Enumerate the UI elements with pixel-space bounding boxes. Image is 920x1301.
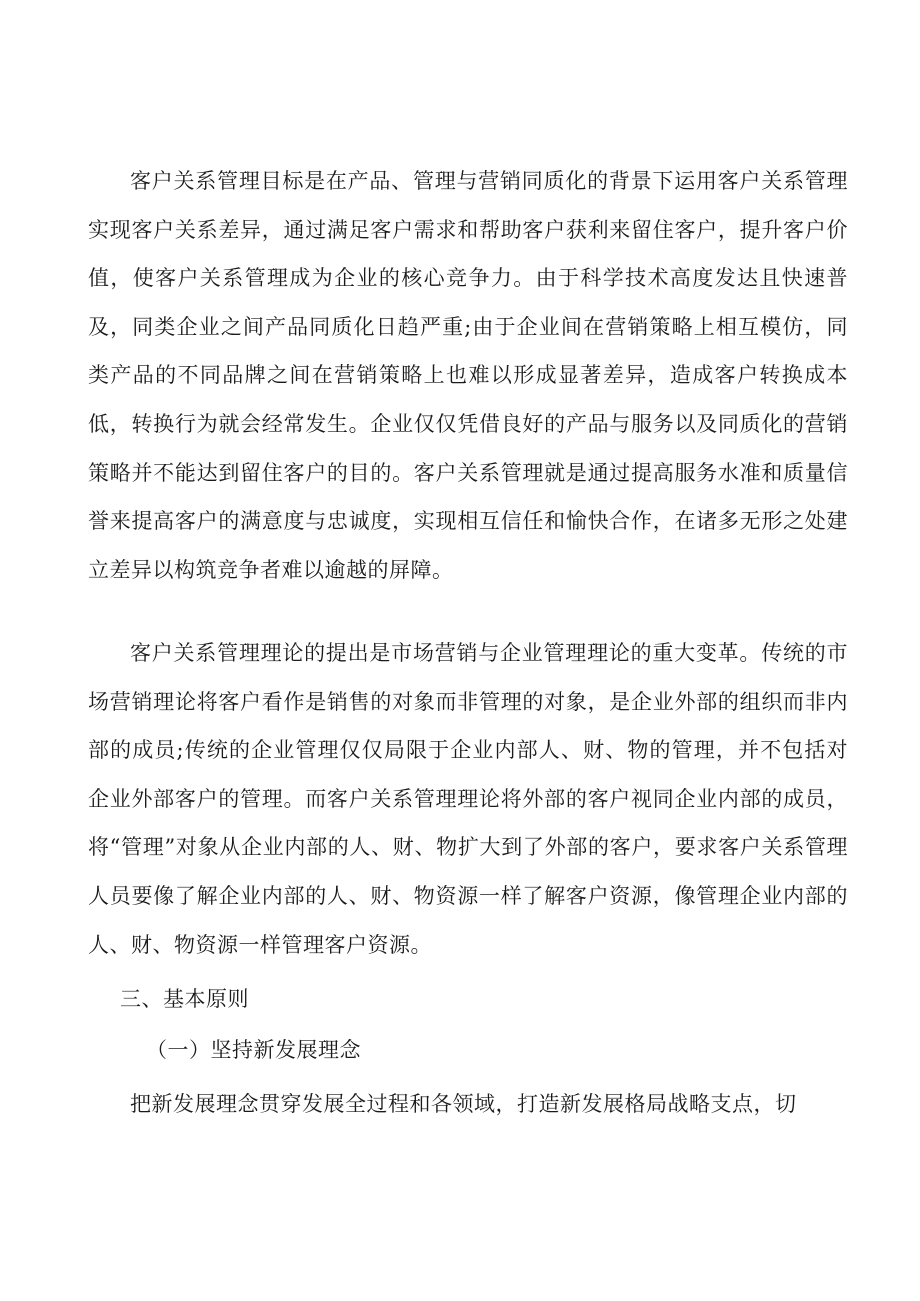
section-heading: 三、基本原则: [120, 987, 249, 1011]
paragraph-crm-theory: 客户关系管理理论的提出是市场营销与企业管理理论的重大变革。传统的市场营销理论将客户看作是销售的对象而非管理的对象，是企业外部的组织而非内部的成员;传统的企业管理仅仅局限于企业内部人、财、物的管理，并不包括对企业外部客户的管理。而客户关系管理理论将外部的客户视同企业内部的成员，将“管理”对象从企业内部的人、财、物扩大到了外部的客户，要求客户关系管理人员要像了解企业内部的人、财、物资源一样了解客户资源，像管理企业内部的人、财、物资源一样管理客户资源。: [88, 641, 848, 957]
subsection-heading: （一）坚持新发展理念: [146, 1038, 361, 1062]
paragraph-crm-goal: 客户关系管理目标是在产品、管理与营销同质化的背景下运用客户关系管理实现客户关系差异，通过满足客户需求和帮助客户获利来留住客户，提升客户价值，使客户关系管理成为企业的核心竞争力。由于科学技术高度发达且快速普及，同类企业之间产品同质化日趋严重;由于企业间在营销策略上相互模仿，同类产品的不同品牌之间在营销策略上也难以形成显著差异，造成客户转换成本低，转换行为就会经常发生。企业仅仅凭借良好的产品与服务以及同质化的营销策略并不能达到留住客户的目的。客户关系管理就是通过提高服务水准和质量信誉来提高客户的满意度与忠诚度，实现相互信任和愉快合作，在诸多无形之处建立差异以构筑竞争者难以逾越的屏障。: [88, 169, 848, 582]
paragraph-new-development: 把新发展理念贯穿发展全过程和各领域，打造新发展格局战略支点，切: [130, 1092, 797, 1116]
